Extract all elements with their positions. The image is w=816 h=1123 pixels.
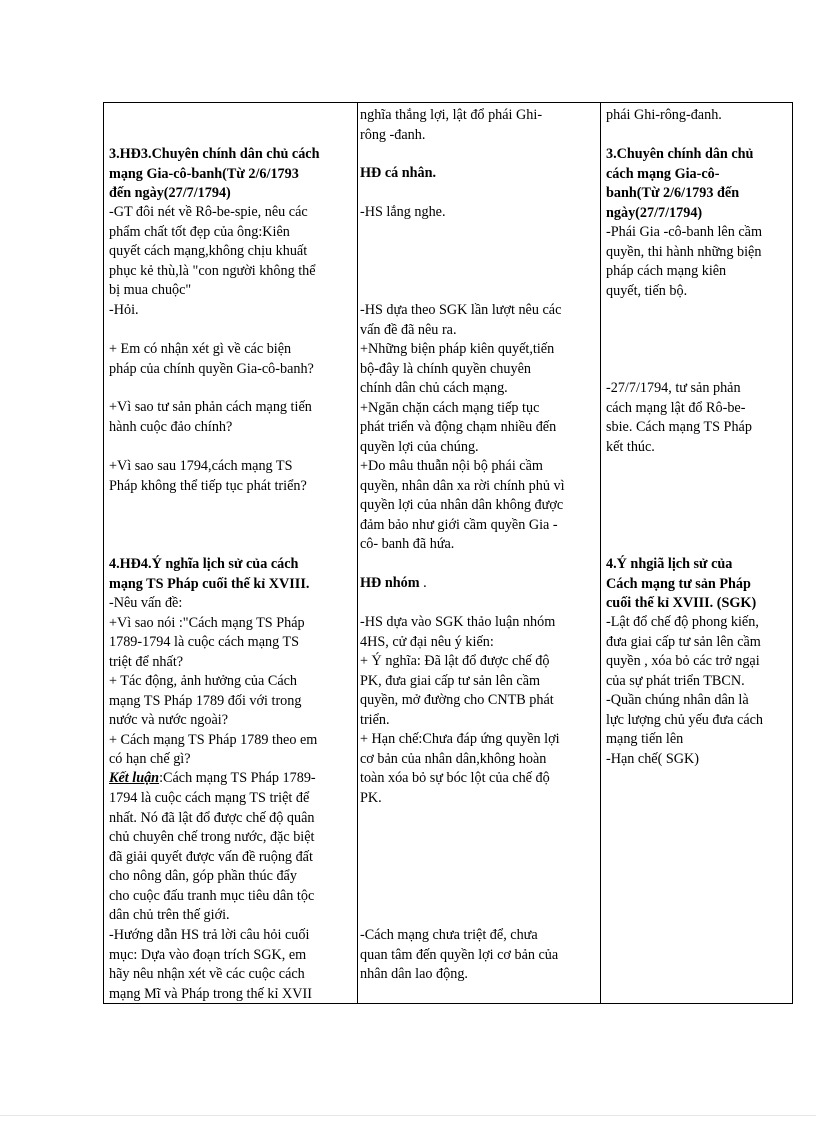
question-2-line: +Vì sao tư sản phản cách mạng tiến <box>109 399 312 415</box>
individual-activity-label: HĐ cá nhân. <box>360 165 437 181</box>
section-3-title-line: cách mạng Gia-cô- <box>606 165 720 182</box>
hd4-line: +Vì sao nói :"Cách mạng TS Pháp <box>109 614 305 631</box>
answer-line: +Do mâu thuẫn nội bộ phái cầm <box>360 458 543 474</box>
section-3-line: -Phái Gia -cô-banh lên cầm <box>606 224 763 240</box>
hd4-line: + Cách mạng TS Pháp 1789 theo em <box>109 731 318 748</box>
group-activity-text: HĐ nhóm <box>360 575 420 591</box>
hd3-intro-line: phục kẻ thù,là "con người không thể <box>109 262 316 279</box>
ask-prompt: -Hỏi. <box>109 302 139 318</box>
guide-line: mạng Mĩ và Pháp trong thế kỉ XVII <box>109 985 312 1002</box>
group-discussion-line: triển. <box>360 711 390 728</box>
conclusion-line: cho nông dân, góp phần thúc đẩy <box>109 868 297 884</box>
section-3-line: quyền, thi hành những biện <box>606 243 762 260</box>
section-4-title-line: Cách mạng tư sản Pháp <box>606 575 751 592</box>
answer-line: +Ngăn chặn cách mạng tiếp tục <box>360 399 540 416</box>
hd3-intro-line: quyết cách mạng,không chịu khuất <box>109 243 308 259</box>
conclusion-label: Kết luận <box>109 770 160 786</box>
group-discussion-line: + Hạn chế:Chưa đáp ứng quyền lợi <box>360 731 560 747</box>
answer-line: phát triển và động chạm nhiều đến <box>360 419 557 435</box>
column-divider-2 <box>600 103 601 1003</box>
col3-top-line: phái Ghi-rông-đanh. <box>606 107 722 123</box>
hd3-intro-line: phẩm chất tốt đẹp của ông:Kiên <box>109 223 290 240</box>
hd3-title-line: mạng Gia-cô-banh(Từ 2/6/1793 <box>109 165 299 182</box>
group-discussion-line: PK. <box>360 789 382 806</box>
section-4-line: quyền , xóa bỏ các trở ngại <box>606 653 760 669</box>
conclusion-line: đã giải quyết được vấn đề ruộng đất <box>109 848 313 865</box>
answer-line: đảm bảo như giới cầm quyền Gia - <box>360 516 558 533</box>
conclusion-line: 1794 là cuộc cách mạng TS triệt để <box>109 790 310 806</box>
group-discussion-line: 4HS, cử đại nêu ý kiến: <box>360 633 494 650</box>
hd4-line: có hạn chế gì? <box>109 751 191 767</box>
final-answer-line: quan tâm đến quyền lợi cơ bản của <box>360 946 559 963</box>
col2-top-line: rông -đanh. <box>360 126 426 143</box>
section-3-end-line: sbie. Cách mạng TS Pháp <box>606 419 752 435</box>
guide-line: hãy nêu nhận xét về các cuộc cách <box>109 966 305 982</box>
question-1-line: + Em có nhận xét gì về các biện <box>109 341 292 357</box>
group-discussion-line: + Ý nghĩa: Đã lật đổ được chế độ <box>360 653 550 669</box>
conclusion-line: dân chủ trên thế giới. <box>109 907 230 923</box>
question-1-line: pháp của chính quyền Gia-cô-banh? <box>109 360 314 377</box>
question-2-line: hành cuộc đảo chính? <box>109 418 233 435</box>
answer-line: vấn đề đã nêu ra. <box>360 321 457 338</box>
section-3-line: quyết, tiến bộ. <box>606 282 688 299</box>
listen-line: -HS lắng nghe. <box>360 204 446 220</box>
group-discussion-line: toàn xóa bỏ sự bóc lột của chế độ <box>360 770 550 786</box>
final-answer-line: nhân dân lao động. <box>360 966 468 982</box>
section-3-title-line: banh(Từ 2/6/1793 đến <box>606 185 740 201</box>
column-divider-1 <box>357 103 358 1003</box>
hd4-line: 1789-1794 là cuộc cách mạng TS <box>109 634 300 650</box>
hd3-title-line: 3.HĐ3.Chuyên chính dân chủ cách <box>109 146 320 162</box>
hd3-title-line: đến ngày(27/7/1794) <box>109 185 231 201</box>
answer-line: -HS dựa theo SGK lần lượt nêu các <box>360 302 562 318</box>
group-activity-label: HĐ nhóm . <box>360 575 427 591</box>
guide-line: -Hướng dẫn HS trả lời câu hỏi cuối <box>109 927 310 943</box>
hd4-line: nước và nước ngoài? <box>109 712 229 728</box>
col2-top-line: nghĩa thắng lợi, lật đổ phái Ghi- <box>360 107 543 123</box>
section-3-title-line: 3.Chuyên chính dân chủ <box>606 146 754 162</box>
hd3-intro-line: -GT đôi nét về Rô-be-spie, nêu các <box>109 204 308 220</box>
page-footer-rule <box>0 1115 816 1116</box>
hd4-line: + Tác động, ảnh hưởng của Cách <box>109 673 298 689</box>
section-4-line: mạng tiến lên <box>606 731 684 747</box>
hd4-line: triệt để nhất? <box>109 653 184 670</box>
section-4-line: -Hạn chế( SGK) <box>606 750 699 767</box>
section-4-line: -Quần chúng nhân dân là <box>606 692 749 708</box>
answer-line: quyền lợi của nhân dân không được <box>360 497 564 513</box>
section-3-line: pháp cách mạng kiên <box>606 263 727 279</box>
hd3-intro-line: bị mua chuộc" <box>109 282 192 298</box>
answer-line: +Những biện pháp kiên quyết,tiến <box>360 341 555 357</box>
group-discussion-line: PK, đưa giai cấp tư sản lên cầm <box>360 672 541 689</box>
answer-line: chính dân chủ cách mạng. <box>360 380 508 396</box>
question-3-line: +Vì sao sau 1794,cách mạng TS <box>109 458 293 474</box>
answer-line: quyền lợi của chúng. <box>360 438 479 455</box>
section-4-title-line: cuối thế kỉ XVIII. (SGK) <box>606 595 757 611</box>
section-3-end-line: kết thúc. <box>606 438 655 455</box>
hd4-line: -Nêu vấn đề: <box>109 595 183 611</box>
section-4-line: đưa giai cấp tư sản lên cầm <box>606 633 761 650</box>
hd4-title-line: 4.HĐ4.Ý nghĩa lịch sử của cách <box>109 556 299 572</box>
final-answer-line: -Cách mạng chưa triệt để, chưa <box>360 927 538 943</box>
section-4-line: của sự phát triển TBCN. <box>606 672 745 689</box>
answer-line: quyền, nhân dân xa rời chính phủ vì <box>360 477 565 494</box>
answer-line: bộ-đây là chính quyền chuyên <box>360 360 531 377</box>
section-3-title-line: ngày(27/7/1794) <box>606 204 703 221</box>
question-3-line: Pháp không thể tiếp tục phát triển? <box>109 477 307 494</box>
group-discussion-line: -HS dựa vào SGK thảo luận nhóm <box>360 614 556 630</box>
section-4-title-line: 4.Ý nhgiã lịch sử của <box>606 556 733 572</box>
section-4-line: -Lật đổ chế độ phong kiến, <box>606 614 759 630</box>
conclusion-line: cho cuộc đấu tranh mục tiêu dân tộc <box>109 887 315 904</box>
group-discussion-line: quyền, mở đường cho CNTB phát <box>360 692 554 708</box>
section-4-line: lực lượng chủ yếu đưa cách <box>606 711 764 728</box>
conclusion-line: nhất. Nó đã lật đổ được chế độ quân <box>109 809 315 826</box>
guide-line: mục: Dựa vào đoạn trích SGK, em <box>109 946 307 963</box>
conclusion-first-line <box>109 769 316 789</box>
conclusion-line: chủ chuyên chế trong nước, đặc biệt <box>109 829 315 845</box>
hd4-line: mạng TS Pháp 1789 đối với trong <box>109 692 302 709</box>
group-discussion-line: cơ bản của nhân dân,không hoàn <box>360 750 547 767</box>
conclusion-first-text: :Cách mạng TS Pháp 1789- <box>159 770 316 786</box>
section-3-end-line: cách mạng lật đổ Rô-be- <box>606 399 746 416</box>
answer-line: cô- banh đã hứa. <box>360 536 455 552</box>
section-3-end-line: -27/7/1794, tư sản phản <box>606 380 741 396</box>
hd4-title-line: mạng TS Pháp cuối thế kỉ XVIII. <box>109 575 310 592</box>
